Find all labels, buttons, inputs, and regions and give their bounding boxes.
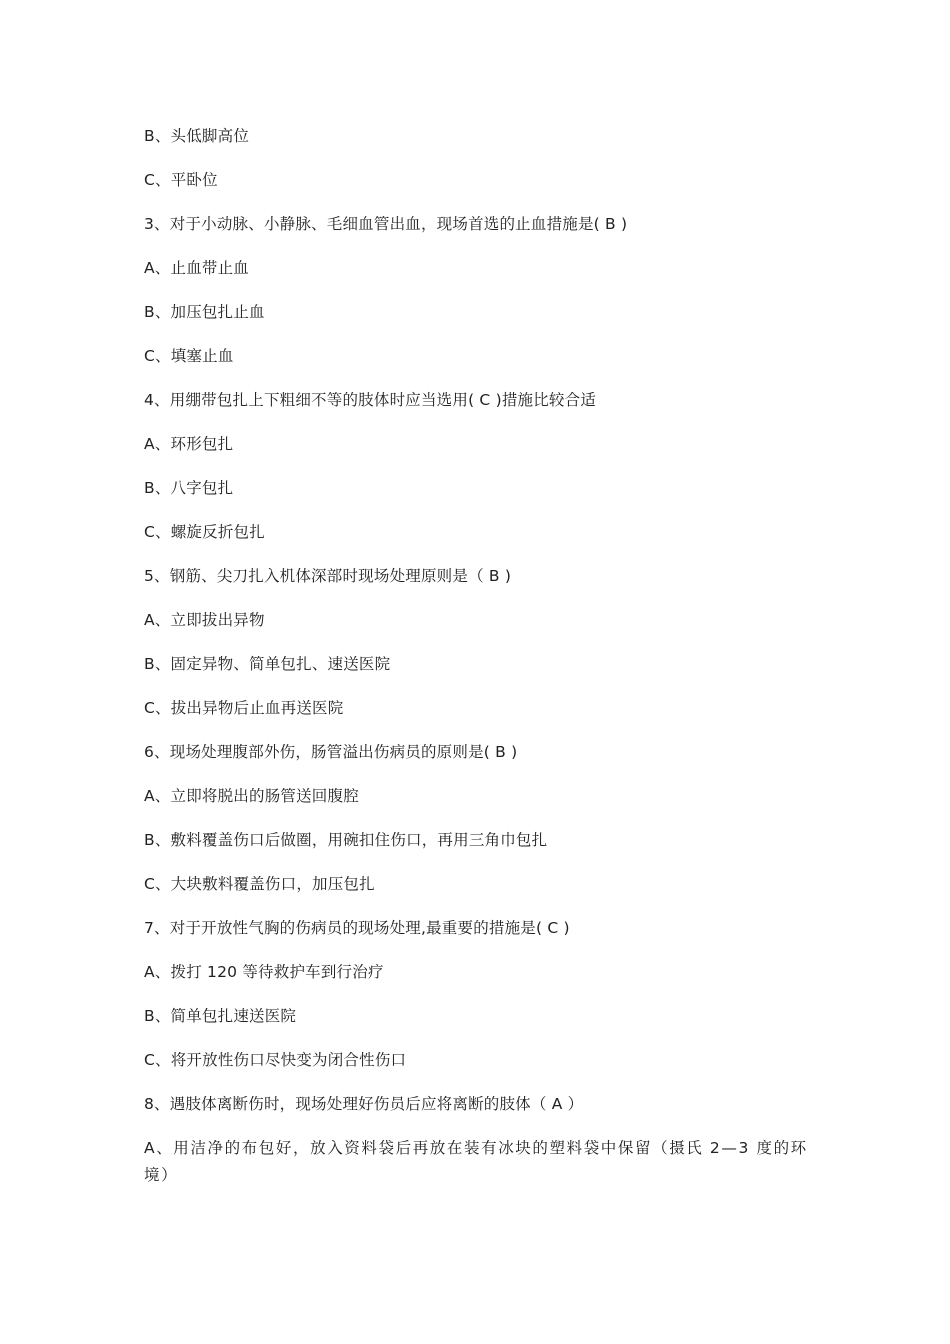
option-line: C、将开放性伤口尽快变为闭合性伤口 (144, 1051, 407, 1069)
option-line: A、用洁净的布包好，放入资料袋后再放在装有冰块的塑料袋中保留（摄氏 2—3 度的环境） (144, 1139, 808, 1184)
question-line: 4、用绷带包扎上下粗细不等的肢体时应当选用( C )措施比较合适 (144, 391, 597, 409)
question-line: 3、对于小动脉、小静脉、毛细血管出血，现场首选的止血措施是( B ) (144, 215, 628, 233)
option-line: A、止血带止血 (144, 259, 250, 277)
option-line: B、简单包扎速送医院 (144, 1007, 297, 1025)
option-line: A、环形包扎 (144, 435, 234, 453)
option-line: B、加压包扎止血 (144, 303, 265, 321)
option-line: C、平卧位 (144, 171, 218, 189)
document-body (144, 123, 824, 1207)
option-line: B、敷料覆盖伤口后做圈，用碗扣住伤口，再用三角巾包扎 (144, 831, 548, 849)
option-line: A、拨打 120 等待救护车到行治疗 (144, 963, 384, 981)
question-line: 6、现场处理腹部外伤，肠管溢出伤病员的原则是( B ) (144, 743, 518, 761)
option-line: A、立即拔出异物 (144, 611, 265, 629)
question-line: 8、遇肢体离断伤时，现场处理好伤员后应将离断的肢体（ A ） (144, 1095, 584, 1113)
option-line: A、立即将脱出的肠管送回腹腔 (144, 787, 359, 805)
option-line: C、填塞止血 (144, 347, 234, 365)
question-line: 7、对于开放性气胸的伤病员的现场处理,最重要的措施是( C ) (144, 919, 570, 937)
option-line: C、拔出异物后止血再送医院 (144, 699, 344, 717)
option-line: B、固定异物、简单包扎、速送医院 (144, 655, 391, 673)
option-line: B、头低脚高位 (144, 127, 250, 145)
option-line: C、大块敷料覆盖伤口，加压包扎 (144, 875, 375, 893)
question-line: 5、钢筋、尖刀扎入机体深部时现场处理原则是（ B ) (144, 567, 512, 585)
option-line: C、螺旋反折包扎 (144, 523, 265, 541)
option-line: B、八字包扎 (144, 479, 234, 497)
